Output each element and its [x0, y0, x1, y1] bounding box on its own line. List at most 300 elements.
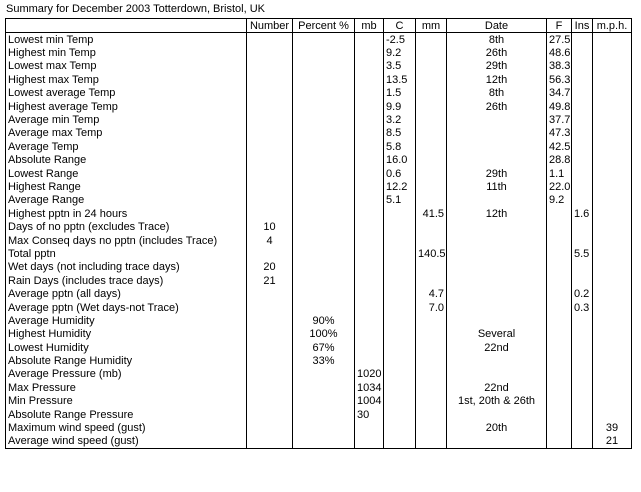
mph-cell	[593, 341, 632, 354]
mph-cell	[593, 301, 632, 314]
mb-cell	[355, 261, 384, 274]
mph-cell	[593, 220, 632, 233]
inches-cell	[572, 261, 593, 274]
mb-cell	[355, 154, 384, 167]
mb-cell	[355, 194, 384, 207]
number-cell	[247, 301, 293, 314]
celsius-cell	[384, 395, 416, 408]
percent-cell	[293, 207, 355, 220]
mm-cell	[416, 73, 447, 86]
table-row	[6, 113, 632, 126]
fahrenheit-cell: 56.3	[547, 73, 572, 86]
date-cell	[447, 234, 547, 247]
table-row	[6, 328, 632, 341]
mb-cell	[355, 167, 384, 180]
header-label	[6, 19, 247, 33]
table-row	[6, 435, 632, 449]
mm-cell	[416, 368, 447, 381]
date-cell	[447, 354, 547, 367]
mb-cell: 30	[355, 408, 384, 421]
date-cell: 29th	[447, 60, 547, 73]
inches-cell	[572, 154, 593, 167]
date-cell: 29th	[447, 167, 547, 180]
table-row	[6, 234, 632, 247]
table-row	[6, 314, 632, 327]
celsius-cell	[384, 341, 416, 354]
inches-cell	[572, 87, 593, 100]
number-cell: 4	[247, 234, 293, 247]
number-cell	[247, 180, 293, 193]
mb-cell	[355, 287, 384, 300]
table-row	[6, 33, 632, 47]
percent-cell	[293, 140, 355, 153]
fahrenheit-cell: 27.5	[547, 33, 572, 47]
number-cell: 10	[247, 220, 293, 233]
table-row	[6, 421, 632, 434]
table-row	[6, 368, 632, 381]
mm-cell	[416, 381, 447, 394]
table-row	[6, 274, 632, 287]
row-label: Absolute Range Pressure	[6, 408, 247, 421]
mm-cell	[416, 234, 447, 247]
percent-cell	[293, 194, 355, 207]
celsius-cell: 3.5	[384, 60, 416, 73]
celsius-cell	[384, 421, 416, 434]
table-row	[6, 381, 632, 394]
weather-summary-table	[5, 18, 632, 449]
mb-cell	[355, 73, 384, 86]
celsius-cell	[384, 207, 416, 220]
mph-cell	[593, 194, 632, 207]
inches-cell	[572, 354, 593, 367]
mm-cell	[416, 354, 447, 367]
fahrenheit-cell: 28.8	[547, 154, 572, 167]
mb-cell	[355, 140, 384, 153]
row-label: Highest min Temp	[6, 46, 247, 59]
celsius-cell	[384, 234, 416, 247]
mm-cell	[416, 140, 447, 153]
percent-cell	[293, 421, 355, 434]
inches-cell	[572, 73, 593, 86]
date-cell: 22nd	[447, 381, 547, 394]
inches-cell	[572, 113, 593, 126]
mph-cell	[593, 180, 632, 193]
mm-cell: 4.7	[416, 287, 447, 300]
fahrenheit-cell: 48.6	[547, 46, 572, 59]
mph-cell	[593, 113, 632, 126]
mb-cell	[355, 301, 384, 314]
fahrenheit-cell	[547, 354, 572, 367]
mm-cell	[416, 113, 447, 126]
celsius-cell: 13.5	[384, 73, 416, 86]
date-cell	[447, 261, 547, 274]
date-cell	[447, 314, 547, 327]
celsius-cell	[384, 220, 416, 233]
fahrenheit-cell	[547, 274, 572, 287]
table-row	[6, 127, 632, 140]
inches-cell	[572, 167, 593, 180]
row-label: Average max Temp	[6, 127, 247, 140]
number-cell	[247, 167, 293, 180]
celsius-cell	[384, 287, 416, 300]
table-row	[6, 46, 632, 59]
fahrenheit-cell: 1.1	[547, 167, 572, 180]
percent-cell	[293, 395, 355, 408]
celsius-cell	[384, 274, 416, 287]
celsius-cell	[384, 301, 416, 314]
mph-cell	[593, 395, 632, 408]
date-cell	[447, 127, 547, 140]
mb-cell	[355, 113, 384, 126]
fahrenheit-cell	[547, 220, 572, 233]
row-label: Average pptn (all days)	[6, 287, 247, 300]
mb-cell	[355, 314, 384, 327]
row-label: Days of no pptn (excludes Trace)	[6, 220, 247, 233]
percent-cell: 90%	[293, 314, 355, 327]
percent-cell	[293, 247, 355, 260]
mph-cell	[593, 87, 632, 100]
mph-cell	[593, 247, 632, 260]
date-cell: 8th	[447, 87, 547, 100]
table-row	[6, 354, 632, 367]
percent-cell	[293, 381, 355, 394]
number-cell	[247, 381, 293, 394]
row-label: Max Pressure	[6, 381, 247, 394]
fahrenheit-cell	[547, 261, 572, 274]
date-cell	[447, 154, 547, 167]
mph-cell	[593, 408, 632, 421]
date-cell	[447, 435, 547, 449]
row-label: Lowest min Temp	[6, 33, 247, 47]
date-cell	[447, 368, 547, 381]
mph-cell	[593, 100, 632, 113]
inches-cell	[572, 60, 593, 73]
percent-cell: 33%	[293, 354, 355, 367]
mm-cell	[416, 180, 447, 193]
inches-cell: 0.3	[572, 301, 593, 314]
fahrenheit-cell	[547, 328, 572, 341]
percent-cell	[293, 33, 355, 47]
date-cell: 8th	[447, 33, 547, 47]
inches-cell: 0.2	[572, 287, 593, 300]
date-cell: 1st, 20th & 26th	[447, 395, 547, 408]
header-number: Number	[247, 19, 293, 33]
date-cell	[447, 287, 547, 300]
fahrenheit-cell	[547, 247, 572, 260]
table-row	[6, 395, 632, 408]
number-cell	[247, 46, 293, 59]
celsius-cell: 5.1	[384, 194, 416, 207]
row-label: Average Temp	[6, 140, 247, 153]
row-label: Rain Days (includes trace days)	[6, 274, 247, 287]
percent-cell	[293, 287, 355, 300]
celsius-cell	[384, 435, 416, 449]
mph-cell	[593, 354, 632, 367]
mph-cell	[593, 207, 632, 220]
percent-cell	[293, 46, 355, 59]
mb-cell	[355, 87, 384, 100]
fahrenheit-cell	[547, 207, 572, 220]
number-cell	[247, 127, 293, 140]
row-label: Lowest Range	[6, 167, 247, 180]
mb-cell	[355, 180, 384, 193]
fahrenheit-cell	[547, 381, 572, 394]
mm-cell	[416, 408, 447, 421]
mm-cell	[416, 274, 447, 287]
number-cell	[247, 154, 293, 167]
header-date: Date	[447, 19, 547, 33]
mb-cell	[355, 421, 384, 434]
table-row	[6, 261, 632, 274]
date-cell	[447, 140, 547, 153]
celsius-cell	[384, 368, 416, 381]
fahrenheit-cell: 49.8	[547, 100, 572, 113]
row-label: Lowest Humidity	[6, 341, 247, 354]
row-label: Lowest average Temp	[6, 87, 247, 100]
fahrenheit-cell	[547, 368, 572, 381]
celsius-cell	[384, 328, 416, 341]
row-label: Absolute Range	[6, 154, 247, 167]
mph-cell	[593, 287, 632, 300]
celsius-cell	[384, 314, 416, 327]
fahrenheit-cell	[547, 301, 572, 314]
fahrenheit-cell	[547, 287, 572, 300]
number-cell	[247, 287, 293, 300]
date-cell: 12th	[447, 73, 547, 86]
mm-cell	[416, 87, 447, 100]
mb-cell	[355, 435, 384, 449]
fahrenheit-cell	[547, 421, 572, 434]
inches-cell	[572, 421, 593, 434]
number-cell	[247, 247, 293, 260]
celsius-cell: -2.5	[384, 33, 416, 47]
number-cell	[247, 194, 293, 207]
mb-cell: 1020	[355, 368, 384, 381]
mb-cell	[355, 328, 384, 341]
table-row	[6, 287, 632, 300]
fahrenheit-cell: 34.7	[547, 87, 572, 100]
percent-cell	[293, 154, 355, 167]
mm-cell	[416, 435, 447, 449]
inches-cell	[572, 328, 593, 341]
mm-cell: 140.5	[416, 247, 447, 260]
mm-cell	[416, 314, 447, 327]
mph-cell	[593, 140, 632, 153]
date-cell: 11th	[447, 180, 547, 193]
fahrenheit-cell: 38.3	[547, 60, 572, 73]
fahrenheit-cell: 47.3	[547, 127, 572, 140]
mb-cell: 1004	[355, 395, 384, 408]
percent-cell	[293, 220, 355, 233]
inches-cell	[572, 220, 593, 233]
celsius-cell	[384, 354, 416, 367]
inches-cell	[572, 180, 593, 193]
fahrenheit-cell	[547, 234, 572, 247]
percent-cell	[293, 60, 355, 73]
number-cell	[247, 328, 293, 341]
table-row	[6, 87, 632, 100]
mph-cell	[593, 368, 632, 381]
celsius-cell: 9.2	[384, 46, 416, 59]
celsius-cell	[384, 261, 416, 274]
row-label: Highest Range	[6, 180, 247, 193]
mm-cell	[416, 167, 447, 180]
date-cell: 20th	[447, 421, 547, 434]
number-cell	[247, 368, 293, 381]
inches-cell	[572, 274, 593, 287]
mm-cell: 7.0	[416, 301, 447, 314]
table-row	[6, 301, 632, 314]
mm-cell	[416, 220, 447, 233]
mph-cell	[593, 127, 632, 140]
row-label: Lowest max Temp	[6, 60, 247, 73]
celsius-cell	[384, 408, 416, 421]
celsius-cell: 8.5	[384, 127, 416, 140]
header-mm: mm	[416, 19, 447, 33]
table-row	[6, 220, 632, 233]
number-cell	[247, 341, 293, 354]
date-cell	[447, 274, 547, 287]
mph-cell	[593, 46, 632, 59]
date-cell: Several	[447, 328, 547, 341]
mb-cell	[355, 60, 384, 73]
celsius-cell	[384, 247, 416, 260]
date-cell	[447, 220, 547, 233]
mm-cell	[416, 100, 447, 113]
header-ins: Ins	[572, 19, 593, 33]
fahrenheit-cell	[547, 435, 572, 449]
mph-cell	[593, 60, 632, 73]
fahrenheit-cell: 22.0	[547, 180, 572, 193]
celsius-cell	[384, 381, 416, 394]
date-cell	[447, 408, 547, 421]
inches-cell: 5.5	[572, 247, 593, 260]
percent-cell	[293, 435, 355, 449]
row-label: Highest pptn in 24 hours	[6, 207, 247, 220]
number-cell	[247, 314, 293, 327]
mph-cell	[593, 274, 632, 287]
mph-cell	[593, 381, 632, 394]
number-cell	[247, 395, 293, 408]
header-row	[6, 19, 632, 33]
header-mph: m.p.h.	[593, 19, 632, 33]
inches-cell	[572, 234, 593, 247]
celsius-cell: 16.0	[384, 154, 416, 167]
row-label: Average min Temp	[6, 113, 247, 126]
mph-cell: 39	[593, 421, 632, 434]
table-row	[6, 100, 632, 113]
inches-cell	[572, 46, 593, 59]
mm-cell	[416, 341, 447, 354]
number-cell	[247, 435, 293, 449]
mm-cell	[416, 194, 447, 207]
percent-cell	[293, 261, 355, 274]
mm-cell	[416, 421, 447, 434]
fahrenheit-cell: 37.7	[547, 113, 572, 126]
fahrenheit-cell	[547, 314, 572, 327]
row-label: Maximum wind speed (gust)	[6, 421, 247, 434]
percent-cell	[293, 87, 355, 100]
table-row	[6, 73, 632, 86]
table-row	[6, 167, 632, 180]
percent-cell	[293, 274, 355, 287]
table-row	[6, 341, 632, 354]
page-title: Summary for December 2003 Totterdown, Bristol, UK	[6, 3, 266, 15]
percent-cell	[293, 408, 355, 421]
mph-cell: 21	[593, 435, 632, 449]
percent-cell	[293, 301, 355, 314]
number-cell	[247, 408, 293, 421]
mph-cell	[593, 154, 632, 167]
percent-cell	[293, 234, 355, 247]
mb-cell	[355, 207, 384, 220]
number-cell	[247, 421, 293, 434]
row-label: Highest max Temp	[6, 73, 247, 86]
number-cell	[247, 33, 293, 47]
percent-cell	[293, 368, 355, 381]
inches-cell	[572, 127, 593, 140]
table-row	[6, 207, 632, 220]
table-row	[6, 154, 632, 167]
mm-cell	[416, 395, 447, 408]
mm-cell	[416, 328, 447, 341]
header-mb: mb	[355, 19, 384, 33]
celsius-cell: 1.5	[384, 87, 416, 100]
date-cell: 26th	[447, 100, 547, 113]
fahrenheit-cell	[547, 408, 572, 421]
header-f: F	[547, 19, 572, 33]
inches-cell	[572, 341, 593, 354]
fahrenheit-cell	[547, 341, 572, 354]
percent-cell	[293, 113, 355, 126]
mb-cell	[355, 33, 384, 47]
mm-cell	[416, 154, 447, 167]
celsius-cell: 12.2	[384, 180, 416, 193]
percent-cell: 67%	[293, 341, 355, 354]
row-label: Average Humidity	[6, 314, 247, 327]
inches-cell	[572, 395, 593, 408]
date-cell: 12th	[447, 207, 547, 220]
inches-cell	[572, 408, 593, 421]
inches-cell	[572, 194, 593, 207]
mb-cell	[355, 247, 384, 260]
mb-cell	[355, 46, 384, 59]
percent-cell	[293, 100, 355, 113]
mb-cell	[355, 274, 384, 287]
row-label: Total pptn	[6, 247, 247, 260]
celsius-cell: 5.8	[384, 140, 416, 153]
number-cell	[247, 354, 293, 367]
mph-cell	[593, 328, 632, 341]
table-row	[6, 194, 632, 207]
inches-cell: 1.6	[572, 207, 593, 220]
mb-cell	[355, 127, 384, 140]
number-cell	[247, 60, 293, 73]
number-cell: 20	[247, 261, 293, 274]
inches-cell	[572, 100, 593, 113]
mm-cell	[416, 127, 447, 140]
percent-cell	[293, 180, 355, 193]
mb-cell: 1034	[355, 381, 384, 394]
inches-cell	[572, 368, 593, 381]
inches-cell	[572, 314, 593, 327]
fahrenheit-cell: 9.2	[547, 194, 572, 207]
inches-cell	[572, 33, 593, 47]
mph-cell	[593, 167, 632, 180]
date-cell	[447, 194, 547, 207]
mph-cell	[593, 314, 632, 327]
row-label: Average Range	[6, 194, 247, 207]
